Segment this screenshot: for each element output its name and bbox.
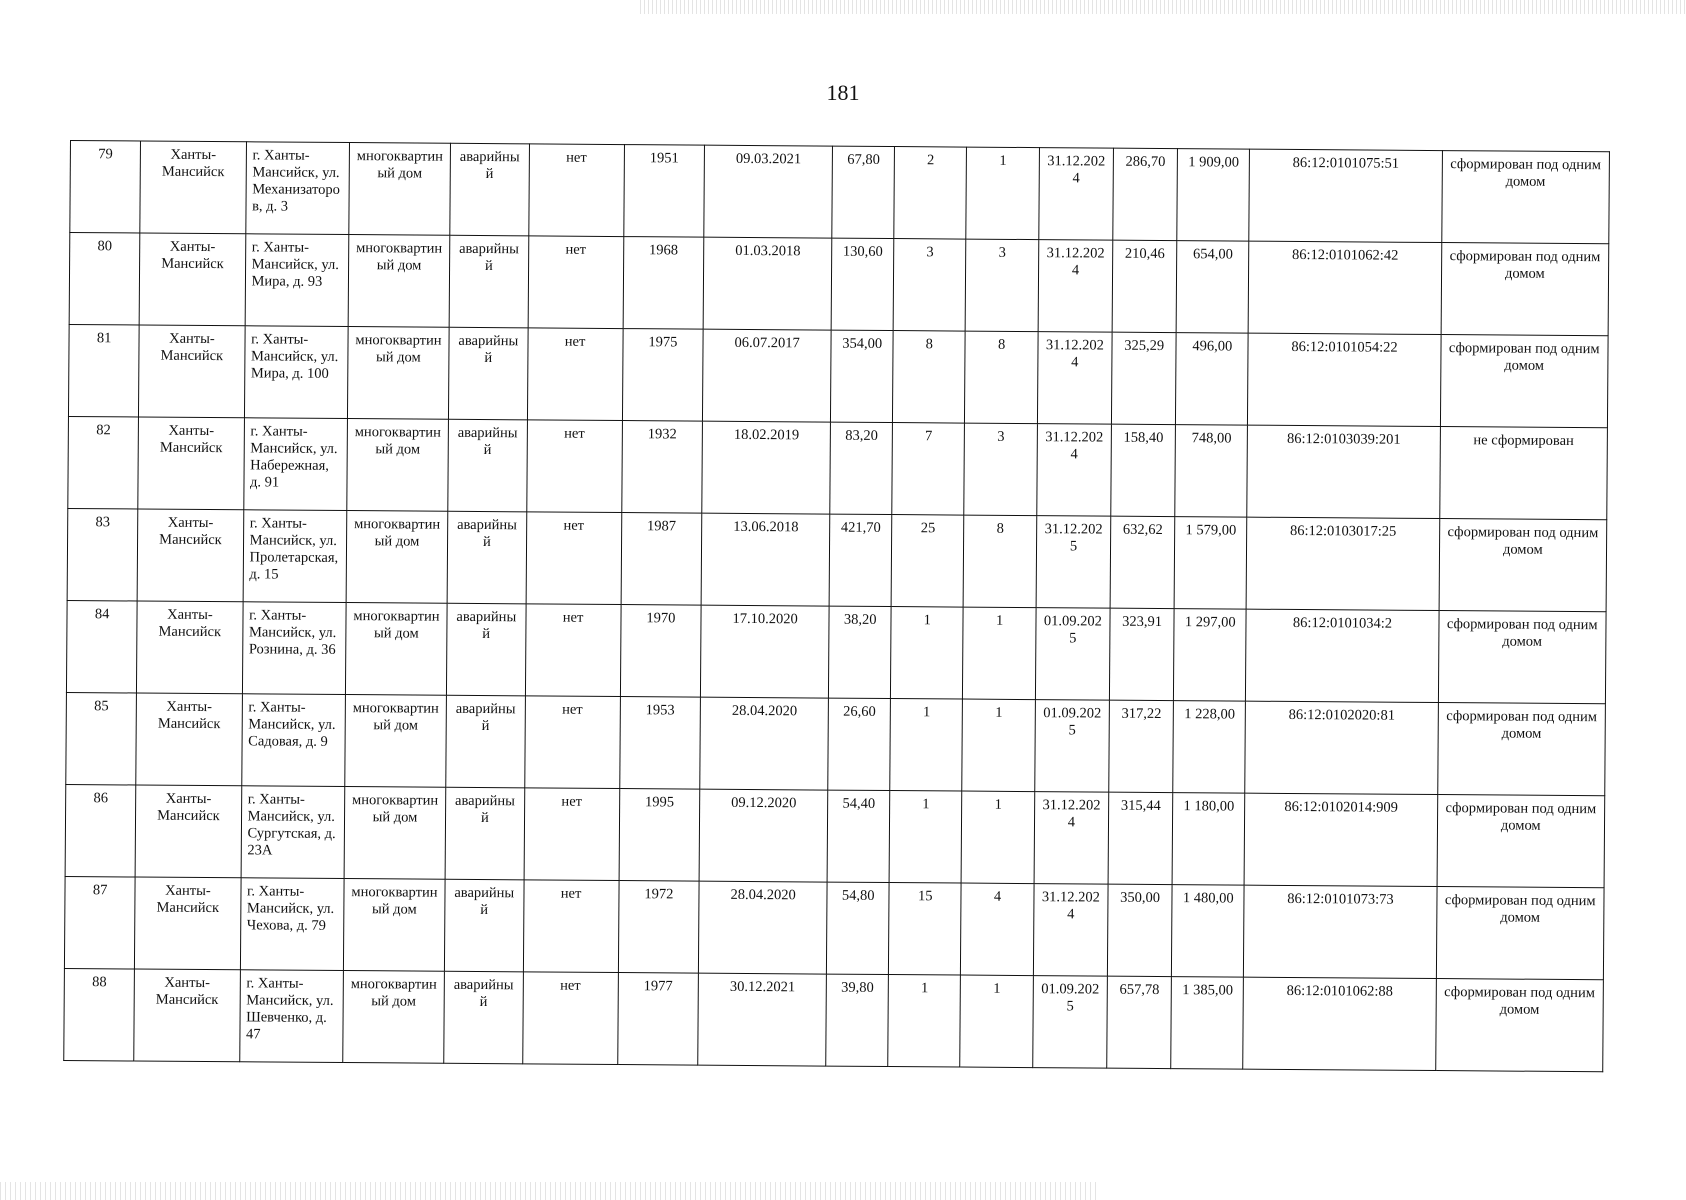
flag-cell: нет	[528, 144, 624, 237]
condition-cell: аварийный	[445, 787, 524, 880]
value-2-cell: 1 579,00	[1174, 517, 1247, 610]
value-2-cell: 1 180,00	[1172, 793, 1245, 886]
land-status-cell: не сформирован	[1439, 427, 1607, 520]
deadline-cell: 31.12.2024	[1033, 884, 1108, 977]
value-2-cell: 748,00	[1175, 425, 1248, 518]
land-status-cell: сформирован под одним домом	[1436, 887, 1604, 980]
row-number: 86	[65, 784, 136, 877]
row-number: 79	[70, 141, 141, 234]
condition-cell: аварийный	[450, 143, 529, 236]
cadastral-number-cell: 86:12:0101073:73	[1244, 885, 1437, 978]
page-number: 181	[826, 80, 860, 105]
cadastral-number-cell: 86:12:0102020:81	[1245, 701, 1438, 794]
premises-cell: 4	[961, 883, 1034, 976]
address-cell: г. Ханты-Мансийск, ул. Набережная, д. 91	[243, 418, 347, 511]
value-2-cell: 1 909,00	[1177, 149, 1250, 242]
premises-cell: 1	[962, 791, 1035, 884]
residents-cell: 1	[888, 975, 961, 1068]
housing-table	[63, 140, 1610, 1072]
condition-cell: аварийный	[449, 327, 528, 420]
premises-cell: 1	[960, 975, 1033, 1068]
area-cell: 39,80	[826, 974, 889, 1066]
table-row	[69, 233, 1609, 336]
row-number: 85	[66, 692, 137, 785]
date-cell: 13.06.2018	[701, 513, 830, 606]
city-cell: Ханты-Мансийск	[136, 693, 242, 786]
value-1-cell: 632,62	[1110, 516, 1175, 608]
flag-cell: нет	[524, 696, 620, 789]
date-cell: 18.02.2019	[702, 421, 831, 514]
table-row	[64, 968, 1604, 1071]
premises-cell: 1	[962, 699, 1035, 792]
address-cell: г. Ханты-Мансийск, ул. Пролетарская, д. 15	[243, 510, 347, 603]
address-cell: г. Ханты-Мансийск, ул. Сургутская, д. 23А	[241, 786, 345, 879]
area-cell: 130,60	[831, 238, 894, 330]
value-1-cell: 323,91	[1110, 608, 1175, 700]
premises-cell: 3	[964, 423, 1037, 516]
cadastral-number-cell: 86:12:0101062:88	[1243, 977, 1436, 1070]
year-cell: 1987	[621, 513, 702, 606]
deadline-cell: 31.12.2024	[1037, 332, 1112, 425]
deadline-cell: 31.12.2024	[1038, 240, 1113, 333]
premises-cell: 8	[964, 515, 1037, 608]
area-cell: 54,40	[827, 790, 890, 882]
flag-cell: нет	[526, 420, 622, 513]
land-status-cell: сформирован под одним домом	[1438, 611, 1606, 704]
city-cell: Ханты-Мансийск	[134, 969, 240, 1062]
row-number: 81	[68, 324, 139, 417]
building-type-cell: многоквартиный дом	[349, 143, 451, 236]
building-type-cell: многоквартиный дом	[346, 511, 448, 604]
area-cell: 83,20	[830, 422, 893, 514]
land-status-cell: сформирован под одним домом	[1435, 979, 1603, 1072]
residents-cell: 1	[890, 699, 963, 792]
value-1-cell: 350,00	[1108, 884, 1173, 976]
value-2-cell: 496,00	[1176, 333, 1249, 426]
date-cell: 28.04.2020	[700, 697, 829, 790]
address-cell: г. Ханты-Мансийск, ул. Рознина, д. 36	[242, 602, 346, 695]
scan-edge-top	[640, 0, 1686, 14]
year-cell: 1970	[620, 605, 701, 698]
year-cell: 1977	[617, 973, 698, 1066]
city-cell: Ханты-Мансийск	[135, 785, 241, 878]
value-1-cell: 325,29	[1112, 332, 1177, 424]
table-row	[70, 141, 1610, 244]
land-status-cell: сформирован под одним домом	[1441, 243, 1609, 336]
residents-cell: 8	[893, 331, 966, 424]
address-cell: г. Ханты-Мансийск, ул. Шевченко, д. 47	[239, 970, 343, 1063]
date-cell: 30.12.2021	[698, 973, 827, 1066]
flag-cell: нет	[522, 972, 618, 1065]
condition-cell: аварийный	[444, 971, 523, 1064]
building-type-cell: многоквартиный дом	[343, 971, 445, 1064]
city-cell: Ханты-Мансийск	[139, 325, 245, 418]
residents-cell: 1	[891, 607, 964, 700]
area-cell: 354,00	[831, 330, 894, 422]
city-cell: Ханты-Мансийск	[139, 233, 245, 326]
scan-edge-bottom	[0, 1182, 1100, 1200]
flag-cell: нет	[528, 236, 624, 329]
area-cell: 421,70	[829, 514, 892, 606]
building-type-cell: многоквартиный дом	[344, 787, 446, 880]
table-row	[65, 784, 1605, 887]
cadastral-number-cell: 86:12:0102014:909	[1245, 793, 1438, 886]
building-type-cell: многоквартиный дом	[348, 235, 450, 328]
deadline-cell: 01.09.2025	[1035, 608, 1110, 701]
premises-cell: 3	[966, 239, 1039, 332]
value-1-cell: 657,78	[1107, 976, 1172, 1068]
date-cell: 09.12.2020	[699, 789, 828, 882]
deadline-cell: 31.12.2024	[1039, 148, 1114, 241]
row-number: 80	[69, 233, 140, 326]
table-row	[66, 692, 1606, 795]
date-cell: 06.07.2017	[703, 329, 832, 422]
year-cell: 1951	[623, 145, 704, 238]
address-cell: г. Ханты-Мансийск, ул. Чехова, д. 79	[240, 878, 344, 971]
land-status-cell: сформирован под одним домом	[1441, 151, 1609, 244]
flag-cell: нет	[527, 328, 623, 421]
date-cell: 09.03.2021	[704, 145, 833, 238]
address-cell: г. Ханты-Мансийск, ул. Механизаторов, д. 3	[245, 142, 349, 235]
condition-cell: аварийный	[446, 695, 525, 788]
cadastral-number-cell: 86:12:0103017:25	[1247, 517, 1440, 610]
condition-cell: аварийный	[447, 511, 526, 604]
year-cell: 1932	[621, 421, 702, 514]
cadastral-number-cell: 86:12:0101062:42	[1249, 241, 1442, 334]
row-number: 82	[68, 416, 139, 509]
table-row	[68, 416, 1608, 519]
value-1-cell: 286,70	[1113, 148, 1178, 240]
area-cell: 38,20	[829, 606, 892, 698]
condition-cell: аварийный	[447, 603, 526, 696]
table-row	[68, 324, 1608, 427]
cadastral-number-cell: 86:12:0101034:2	[1246, 609, 1439, 702]
row-number: 84	[66, 600, 137, 693]
building-type-cell: многоквартиный дом	[343, 879, 445, 972]
city-cell: Ханты-Мансийск	[137, 509, 243, 602]
condition-cell: аварийный	[449, 235, 528, 328]
value-2-cell: 654,00	[1176, 241, 1249, 334]
flag-cell: нет	[523, 880, 619, 973]
cadastral-number-cell: 86:12:0101054:22	[1248, 333, 1441, 426]
building-type-cell: многоквартиный дом	[347, 419, 449, 512]
table-row	[64, 876, 1604, 979]
year-cell: 1953	[619, 697, 700, 790]
cadastral-number-cell: 86:12:0101075:51	[1249, 149, 1442, 242]
residents-cell: 2	[894, 147, 967, 240]
table-row	[67, 508, 1607, 611]
year-cell: 1975	[622, 329, 703, 422]
date-cell: 01.03.2018	[703, 237, 832, 330]
flag-cell: нет	[525, 604, 621, 697]
table-row	[66, 600, 1606, 703]
premises-cell: 8	[965, 331, 1038, 424]
deadline-cell: 01.09.2025	[1032, 976, 1107, 1069]
address-cell: г. Ханты-Мансийск, ул. Садовая, д. 9	[241, 694, 345, 787]
flag-cell: нет	[524, 788, 620, 881]
row-number: 83	[67, 508, 138, 601]
deadline-cell: 31.12.2024	[1037, 424, 1112, 517]
address-cell: г. Ханты-Мансийск, ул. Мира, д. 100	[244, 326, 348, 419]
year-cell: 1995	[619, 789, 700, 882]
value-2-cell: 1 297,00	[1174, 609, 1247, 702]
city-cell: Ханты-Мансийск	[137, 601, 243, 694]
housing-table-wrapper	[63, 140, 1610, 1072]
premises-cell: 1	[963, 607, 1036, 700]
land-status-cell: сформирован под одним домом	[1437, 703, 1605, 796]
value-2-cell: 1 480,00	[1172, 885, 1245, 978]
land-status-cell: сформирован под одним домом	[1437, 795, 1605, 888]
value-2-cell: 1 385,00	[1171, 977, 1244, 1070]
area-cell: 26,60	[828, 698, 891, 790]
deadline-cell: 01.09.2025	[1035, 700, 1110, 793]
value-1-cell: 317,22	[1109, 700, 1174, 792]
area-cell: 54,80	[827, 882, 890, 974]
deadline-cell: 31.12.2024	[1034, 792, 1109, 885]
residents-cell: 15	[889, 883, 962, 976]
value-1-cell: 158,40	[1111, 424, 1176, 516]
year-cell: 1968	[623, 237, 704, 330]
condition-cell: аварийный	[444, 879, 523, 972]
row-number: 88	[64, 968, 135, 1061]
area-cell: 67,80	[832, 146, 895, 238]
residents-cell: 3	[893, 239, 966, 332]
residents-cell: 1	[889, 791, 962, 884]
year-cell: 1972	[618, 881, 699, 974]
building-type-cell: многоквартиный дом	[345, 695, 447, 788]
land-status-cell: сформирован под одним домом	[1439, 519, 1607, 612]
value-1-cell: 210,46	[1112, 240, 1177, 332]
city-cell: Ханты-Мансийск	[140, 141, 246, 234]
value-2-cell: 1 228,00	[1173, 701, 1246, 794]
building-type-cell: многоквартиный дом	[345, 603, 447, 696]
value-1-cell: 315,44	[1108, 792, 1173, 884]
address-cell: г. Ханты-Мансийск, ул. Мира, д. 93	[245, 234, 349, 327]
row-number: 87	[64, 876, 135, 969]
city-cell: Ханты-Мансийск	[138, 417, 244, 510]
condition-cell: аварийный	[448, 419, 527, 512]
residents-cell: 25	[891, 515, 964, 608]
residents-cell: 7	[892, 423, 965, 516]
date-cell: 17.10.2020	[701, 605, 830, 698]
date-cell: 28.04.2020	[699, 881, 828, 974]
building-type-cell: многоквартиный дом	[347, 327, 449, 420]
land-status-cell: сформирован под одним домом	[1440, 335, 1608, 428]
flag-cell: нет	[526, 512, 622, 605]
city-cell: Ханты-Мансийск	[135, 877, 241, 970]
deadline-cell: 31.12.2025	[1036, 516, 1111, 609]
premises-cell: 1	[966, 147, 1039, 240]
cadastral-number-cell: 86:12:0103039:201	[1247, 425, 1440, 518]
